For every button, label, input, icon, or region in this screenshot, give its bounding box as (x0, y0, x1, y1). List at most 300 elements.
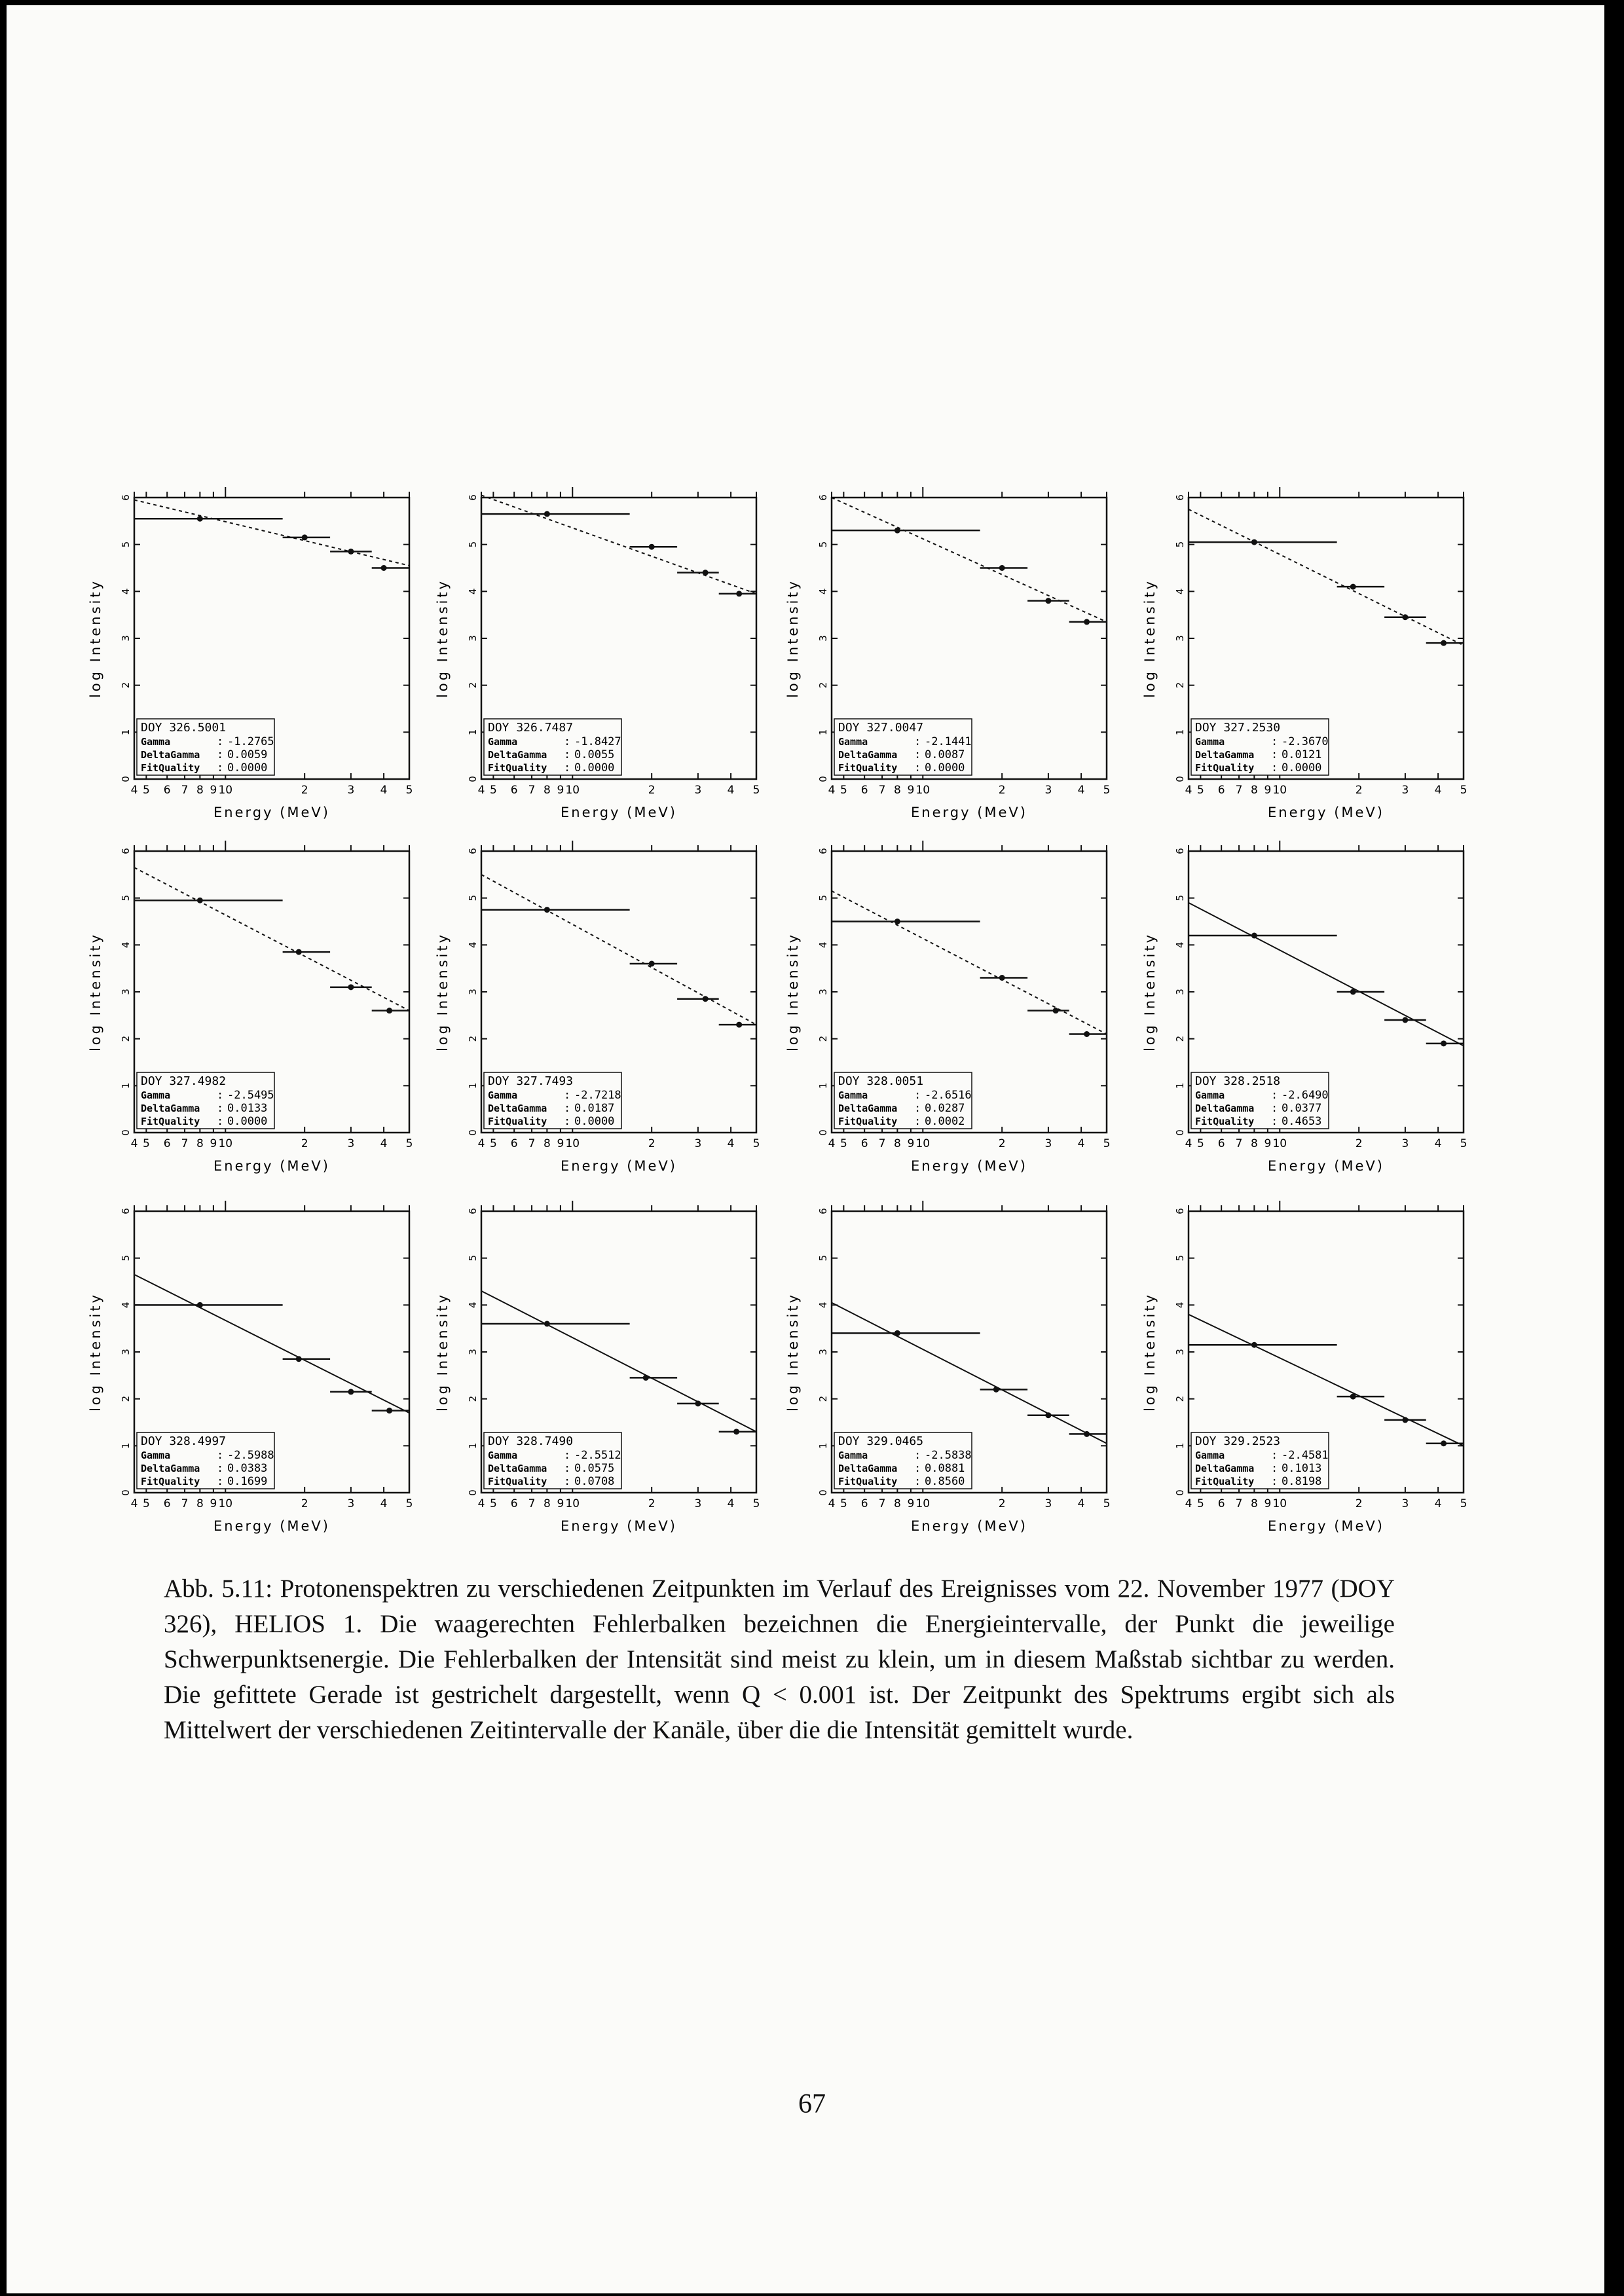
x-tick-label: 2 (998, 1497, 1006, 1510)
spectrum-panel (62, 484, 429, 867)
data-point (649, 544, 655, 550)
x-axis-label: Energy (MeV) (561, 1518, 677, 1534)
y-tick-label: 5 (120, 894, 132, 902)
x-tick-label: 5 (1103, 1497, 1111, 1510)
data-point (544, 907, 550, 913)
x-tick-label: 4 (1185, 1137, 1192, 1150)
fit-param-value: 0.0000 (227, 1115, 268, 1128)
x-tick-label: 8 (1250, 1137, 1258, 1150)
x-tick-label: 5 (840, 784, 847, 797)
fit-line (832, 498, 1107, 622)
x-tick-label: 7 (1235, 1137, 1243, 1150)
y-tick-label: 6 (467, 848, 479, 854)
y-tick-label: 1 (467, 1442, 479, 1449)
data-point (703, 570, 709, 575)
x-axis-label: Energy (MeV) (561, 1158, 677, 1174)
x-tick-label: 5 (1460, 784, 1467, 797)
fit-param-separator: : (1271, 1115, 1278, 1128)
data-point (1402, 1017, 1408, 1023)
y-tick-label: 3 (817, 1349, 829, 1355)
y-tick-label: 5 (120, 541, 132, 548)
fit-param-value: -2.5988 (227, 1449, 274, 1462)
fit-line (481, 1291, 756, 1432)
x-tick-label: 6 (1217, 784, 1225, 797)
doy-label: DOY 328.7490 (488, 1434, 574, 1448)
spectrum-chart (760, 1198, 1126, 1578)
y-tick-label: 6 (1174, 494, 1186, 501)
fit-param-value: -2.6516 (925, 1089, 972, 1102)
fit-param-value: 0.0087 (925, 748, 965, 761)
y-tick-label: 1 (120, 729, 132, 736)
fit-param-value: 0.8198 (1282, 1475, 1322, 1488)
x-tick-label: 5 (1460, 1497, 1467, 1510)
x-tick-label: 6 (510, 1137, 518, 1150)
y-tick-label: 4 (1174, 588, 1186, 595)
x-tick-label: 3 (1401, 1137, 1409, 1150)
x-tick-label: 7 (878, 1137, 886, 1150)
y-tick-label: 1 (120, 1082, 132, 1089)
fit-param-separator: : (914, 1449, 921, 1462)
data-point (381, 565, 387, 571)
y-tick-label: 5 (467, 1254, 479, 1262)
fit-info-box (1191, 1072, 1329, 1129)
fit-param-name: FitQuality (838, 762, 898, 774)
y-tick-label: 6 (817, 848, 829, 854)
fit-param-separator: : (1271, 1102, 1278, 1115)
fit-param-name: FitQuality (488, 1116, 547, 1127)
y-tick-label: 3 (817, 635, 829, 642)
x-tick-label: 10 (1272, 1497, 1287, 1510)
y-tick-label: 1 (817, 1082, 829, 1089)
y-tick-label: 0 (120, 1489, 132, 1496)
fit-param-value: -2.6490 (1282, 1089, 1329, 1102)
x-tick-label: 4 (727, 1497, 735, 1510)
fit-param-name: FitQuality (1195, 1116, 1255, 1127)
spectrum-panel (760, 484, 1126, 867)
x-tick-label: 5 (489, 784, 497, 797)
y-axis-label: log Intensity (1142, 578, 1158, 699)
y-tick-label: 3 (467, 635, 479, 642)
x-tick-label: 4 (380, 1137, 388, 1150)
spectrum-panel (409, 484, 776, 867)
x-axis-label: Energy (MeV) (213, 1518, 330, 1534)
y-tick-label: 4 (120, 941, 132, 949)
fit-param-separator: : (1271, 1449, 1278, 1462)
y-axis-label: log Intensity (88, 578, 103, 699)
x-tick-label: 7 (528, 1137, 536, 1150)
fit-param-name: Gamma (838, 1449, 868, 1461)
fit-param-name: FitQuality (838, 1116, 898, 1127)
x-tick-label: 3 (347, 1497, 355, 1510)
y-tick-label: 0 (467, 1129, 479, 1136)
y-tick-label: 6 (817, 1208, 829, 1214)
x-tick-label: 7 (1235, 784, 1243, 797)
fit-line (481, 495, 756, 594)
x-tick-label: 5 (752, 1137, 760, 1150)
x-tick-label: 10 (565, 1137, 580, 1150)
y-tick-label: 5 (1174, 541, 1186, 548)
fit-line (1189, 903, 1464, 1046)
fit-param-value: 0.0121 (1282, 748, 1322, 761)
y-tick-label: 5 (817, 894, 829, 902)
y-tick-label: 3 (467, 989, 479, 995)
fit-param-separator: : (217, 1115, 224, 1128)
y-tick-label: 1 (817, 1442, 829, 1449)
x-tick-label: 5 (142, 1497, 150, 1510)
fit-param-value: -1.2765 (227, 735, 274, 748)
x-tick-label: 9 (1264, 1497, 1272, 1510)
fit-param-separator: : (914, 1115, 921, 1128)
y-tick-label: 2 (817, 1035, 829, 1042)
x-tick-label: 9 (557, 1137, 564, 1150)
x-tick-label: 4 (380, 784, 388, 797)
plot-area (435, 487, 760, 820)
x-tick-label: 7 (181, 1497, 189, 1510)
x-tick-label: 3 (1044, 1497, 1052, 1510)
x-tick-label: 5 (1460, 1137, 1467, 1150)
plot-area (435, 841, 760, 1174)
fit-param-separator: : (914, 748, 921, 761)
fit-param-value: 0.0059 (227, 748, 268, 761)
fit-param-value: 0.0055 (574, 748, 615, 761)
x-tick-label: 3 (347, 1137, 355, 1150)
y-tick-label: 5 (817, 1254, 829, 1262)
x-tick-label: 3 (1401, 1497, 1409, 1510)
y-tick-label: 6 (1174, 1208, 1186, 1214)
x-tick-label: 2 (1355, 1137, 1363, 1150)
y-tick-label: 1 (817, 729, 829, 736)
fit-param-name: Gamma (838, 1089, 868, 1101)
fit-param-value: 0.0000 (574, 761, 615, 774)
x-tick-label: 2 (998, 784, 1006, 797)
y-tick-label: 5 (467, 894, 479, 902)
fit-param-value: 0.0000 (1282, 761, 1322, 774)
fit-info-box (484, 1072, 621, 1129)
x-tick-label: 4 (1185, 784, 1192, 797)
fit-param-name: Gamma (488, 1449, 518, 1461)
y-tick-label: 0 (817, 1489, 829, 1496)
x-tick-label: 3 (347, 784, 355, 797)
x-tick-label: 4 (130, 1137, 138, 1150)
data-point (302, 534, 308, 540)
x-tick-label: 8 (196, 1497, 204, 1510)
x-tick-label: 9 (210, 784, 217, 797)
x-tick-label: 8 (893, 784, 901, 797)
x-tick-label: 4 (1434, 1497, 1442, 1510)
data-point (895, 919, 900, 924)
x-tick-label: 10 (218, 1497, 233, 1510)
fit-param-name: FitQuality (488, 762, 547, 774)
fit-param-separator: : (564, 748, 571, 761)
y-tick-label: 1 (1174, 1082, 1186, 1089)
fit-param-name: Gamma (838, 736, 868, 748)
fit-param-value: 0.0000 (227, 761, 268, 774)
plot-area (88, 487, 413, 820)
doy-label: DOY 328.0051 (838, 1074, 924, 1088)
y-tick-label: 2 (467, 1035, 479, 1042)
x-axis-label: Energy (MeV) (1268, 1158, 1384, 1174)
y-tick-label: 3 (1174, 1349, 1186, 1355)
plot-area (785, 841, 1110, 1174)
x-axis-label: Energy (MeV) (1268, 805, 1384, 820)
spectrum-panel (1116, 838, 1483, 1221)
fit-line (481, 875, 756, 1025)
data-point (386, 1408, 392, 1413)
fit-param-name: Gamma (141, 1449, 171, 1461)
y-tick-label: 3 (817, 989, 829, 995)
y-tick-label: 4 (467, 1302, 479, 1309)
fit-param-separator: : (564, 735, 571, 748)
y-axis-label: log Intensity (785, 1292, 801, 1412)
data-point (1045, 598, 1051, 604)
x-tick-label: 9 (210, 1497, 217, 1510)
data-point (695, 1400, 701, 1406)
y-tick-label: 4 (817, 1302, 829, 1309)
fit-param-name: DeltaGamma (141, 1102, 200, 1114)
y-tick-label: 6 (1174, 848, 1186, 854)
fit-param-separator: : (914, 1462, 921, 1475)
y-tick-label: 3 (120, 989, 132, 995)
y-tick-label: 2 (1174, 1035, 1186, 1042)
x-tick-label: 4 (130, 1497, 138, 1510)
x-tick-label: 2 (1355, 1497, 1363, 1510)
x-tick-label: 7 (181, 1137, 189, 1150)
fit-param-name: FitQuality (1195, 1476, 1255, 1487)
fit-param-separator: : (914, 1475, 921, 1488)
y-tick-label: 3 (467, 1349, 479, 1355)
fit-param-separator: : (217, 1475, 224, 1488)
x-tick-label: 6 (510, 1497, 518, 1510)
y-tick-label: 2 (467, 682, 479, 689)
data-point (1084, 619, 1090, 625)
x-axis-label: Energy (MeV) (911, 1158, 1027, 1174)
fit-param-separator: : (217, 748, 224, 761)
y-tick-label: 0 (120, 776, 132, 782)
x-tick-label: 2 (301, 1137, 308, 1150)
fit-param-value: -2.5495 (227, 1089, 274, 1102)
fit-line (134, 867, 409, 1011)
fit-param-separator: : (564, 1462, 571, 1475)
doy-label: DOY 327.2530 (1195, 721, 1281, 735)
data-point (296, 949, 302, 955)
data-point (703, 996, 709, 1002)
data-point (736, 591, 742, 596)
x-tick-label: 9 (210, 1137, 217, 1150)
y-tick-label: 4 (1174, 941, 1186, 949)
x-tick-label: 9 (1264, 784, 1272, 797)
fit-param-name: DeltaGamma (1195, 1102, 1255, 1114)
data-point (1251, 539, 1257, 545)
x-tick-label: 3 (694, 1497, 702, 1510)
fit-line (134, 500, 409, 566)
spectrum-chart (1116, 838, 1483, 1218)
x-tick-label: 4 (1434, 1137, 1442, 1150)
fit-param-separator: : (217, 735, 224, 748)
x-tick-label: 4 (477, 1137, 485, 1150)
spectrum-panel (62, 1198, 429, 1581)
y-tick-label: 3 (120, 635, 132, 642)
doy-label: DOY 326.7487 (488, 721, 574, 735)
fit-info-box (484, 719, 621, 775)
y-tick-label: 4 (1174, 1302, 1186, 1309)
x-tick-label: 8 (196, 784, 204, 797)
x-tick-label: 5 (489, 1137, 497, 1150)
y-tick-label: 2 (120, 1035, 132, 1042)
fit-info-box (484, 1432, 621, 1489)
fit-param-value: 0.4653 (1282, 1115, 1322, 1128)
y-tick-label: 0 (817, 776, 829, 782)
y-tick-label: 2 (817, 682, 829, 689)
y-tick-label: 6 (467, 494, 479, 501)
fit-param-value: -2.7218 (574, 1089, 621, 1102)
data-point (999, 975, 1005, 981)
x-tick-label: 7 (528, 784, 536, 797)
fit-param-value: 0.0575 (574, 1462, 615, 1475)
data-point (993, 1387, 999, 1393)
fit-line (1189, 1315, 1464, 1446)
x-tick-label: 7 (878, 784, 886, 797)
y-tick-label: 1 (467, 1082, 479, 1089)
fit-param-name: Gamma (141, 736, 171, 748)
y-axis-label: log Intensity (435, 578, 451, 699)
fit-param-value: 0.1699 (227, 1475, 268, 1488)
fit-param-name: DeltaGamma (1195, 749, 1255, 761)
fit-param-name: DeltaGamma (488, 1463, 547, 1474)
fit-param-value: -1.8427 (574, 735, 621, 748)
fit-param-name: FitQuality (141, 762, 200, 774)
x-tick-label: 2 (648, 1137, 655, 1150)
x-tick-label: 2 (1355, 784, 1363, 797)
fit-param-separator: : (564, 1089, 571, 1102)
y-axis-label: log Intensity (1142, 932, 1158, 1052)
fit-param-separator: : (564, 1115, 571, 1128)
x-axis-label: Energy (MeV) (213, 1158, 330, 1174)
plot-area (785, 487, 1110, 820)
fit-param-separator: : (914, 1102, 921, 1115)
y-tick-label: 4 (120, 1302, 132, 1309)
fit-param-separator: : (217, 1449, 224, 1462)
x-tick-label: 10 (915, 784, 931, 797)
spectrum-panel (760, 838, 1126, 1221)
y-tick-label: 0 (1174, 1129, 1186, 1136)
x-tick-label: 4 (1185, 1497, 1192, 1510)
fit-line (1189, 509, 1464, 646)
plot-area (1142, 487, 1467, 820)
x-tick-label: 3 (1401, 784, 1409, 797)
fit-param-name: Gamma (141, 1089, 171, 1101)
doy-label: DOY 329.2523 (1195, 1434, 1281, 1448)
x-tick-label: 4 (828, 1497, 836, 1510)
fit-param-separator: : (217, 1462, 224, 1475)
y-tick-label: 5 (1174, 894, 1186, 902)
x-axis-label: Energy (MeV) (911, 1518, 1027, 1534)
plot-area (88, 1201, 413, 1534)
y-tick-label: 2 (1174, 682, 1186, 689)
x-axis-label: Energy (MeV) (561, 805, 677, 820)
plot-area (1142, 1201, 1467, 1534)
fit-param-separator: : (1271, 761, 1278, 774)
fit-param-separator: : (217, 1102, 224, 1115)
y-tick-label: 5 (467, 541, 479, 548)
x-tick-label: 9 (1264, 1137, 1272, 1150)
x-axis-label: Energy (MeV) (1268, 1518, 1384, 1534)
fit-info-box (137, 719, 274, 775)
fit-param-separator: : (217, 1089, 224, 1102)
y-tick-label: 6 (120, 848, 132, 854)
fit-param-value: 0.0383 (227, 1462, 268, 1475)
fit-param-separator: : (914, 735, 921, 748)
x-tick-label: 2 (648, 1497, 655, 1510)
fit-param-name: FitQuality (141, 1476, 200, 1487)
x-tick-label: 9 (557, 784, 564, 797)
x-tick-label: 7 (1235, 1497, 1243, 1510)
x-tick-label: 2 (301, 1497, 308, 1510)
data-point (733, 1429, 739, 1434)
doy-label: DOY 329.0465 (838, 1434, 924, 1448)
fit-param-value: -2.5838 (925, 1449, 972, 1462)
fit-param-name: DeltaGamma (1195, 1463, 1255, 1474)
data-point (1045, 1412, 1051, 1418)
x-axis-label: Energy (MeV) (213, 805, 330, 820)
x-tick-label: 4 (727, 784, 735, 797)
fit-param-separator: : (564, 1102, 571, 1115)
doy-label: DOY 327.7493 (488, 1074, 574, 1088)
fit-param-separator: : (564, 1475, 571, 1488)
x-tick-label: 7 (528, 1497, 536, 1510)
x-tick-label: 6 (860, 1497, 868, 1510)
x-tick-label: 9 (907, 1137, 915, 1150)
x-tick-label: 5 (1103, 1137, 1111, 1150)
x-tick-label: 4 (727, 1137, 735, 1150)
y-tick-label: 6 (817, 494, 829, 501)
fit-param-value: -2.3670 (1282, 735, 1329, 748)
fit-param-value: 0.0708 (574, 1475, 615, 1488)
x-tick-label: 10 (915, 1137, 931, 1150)
x-tick-label: 8 (893, 1497, 901, 1510)
fit-param-separator: : (564, 761, 571, 774)
fit-line (832, 1303, 1107, 1444)
spectrum-chart (1116, 484, 1483, 864)
x-tick-label: 7 (878, 1497, 886, 1510)
x-tick-label: 8 (196, 1137, 204, 1150)
x-tick-label: 7 (181, 784, 189, 797)
x-tick-label: 10 (1272, 784, 1287, 797)
x-tick-label: 8 (1250, 784, 1258, 797)
spectrum-chart (1116, 1198, 1483, 1578)
data-point (895, 1330, 900, 1336)
fit-param-name: Gamma (1195, 736, 1225, 748)
x-tick-label: 4 (477, 784, 485, 797)
data-point (197, 516, 203, 522)
x-tick-label: 3 (1044, 1137, 1052, 1150)
fit-param-name: Gamma (1195, 1449, 1225, 1461)
fit-info-box (834, 1432, 972, 1489)
x-tick-label: 4 (1077, 1137, 1085, 1150)
x-tick-label: 8 (543, 1497, 551, 1510)
data-point (895, 528, 900, 534)
fit-param-separator: : (1271, 735, 1278, 748)
fit-param-name: DeltaGamma (488, 749, 547, 761)
spectrum-chart (62, 838, 429, 1218)
data-point (386, 1008, 392, 1013)
data-point (736, 1022, 742, 1028)
y-axis-label: log Intensity (88, 1292, 103, 1412)
data-point (1251, 1342, 1257, 1348)
fit-param-value: 0.0187 (574, 1102, 615, 1115)
y-tick-label: 6 (120, 494, 132, 501)
data-point (197, 898, 203, 903)
x-tick-label: 10 (1272, 1137, 1287, 1150)
